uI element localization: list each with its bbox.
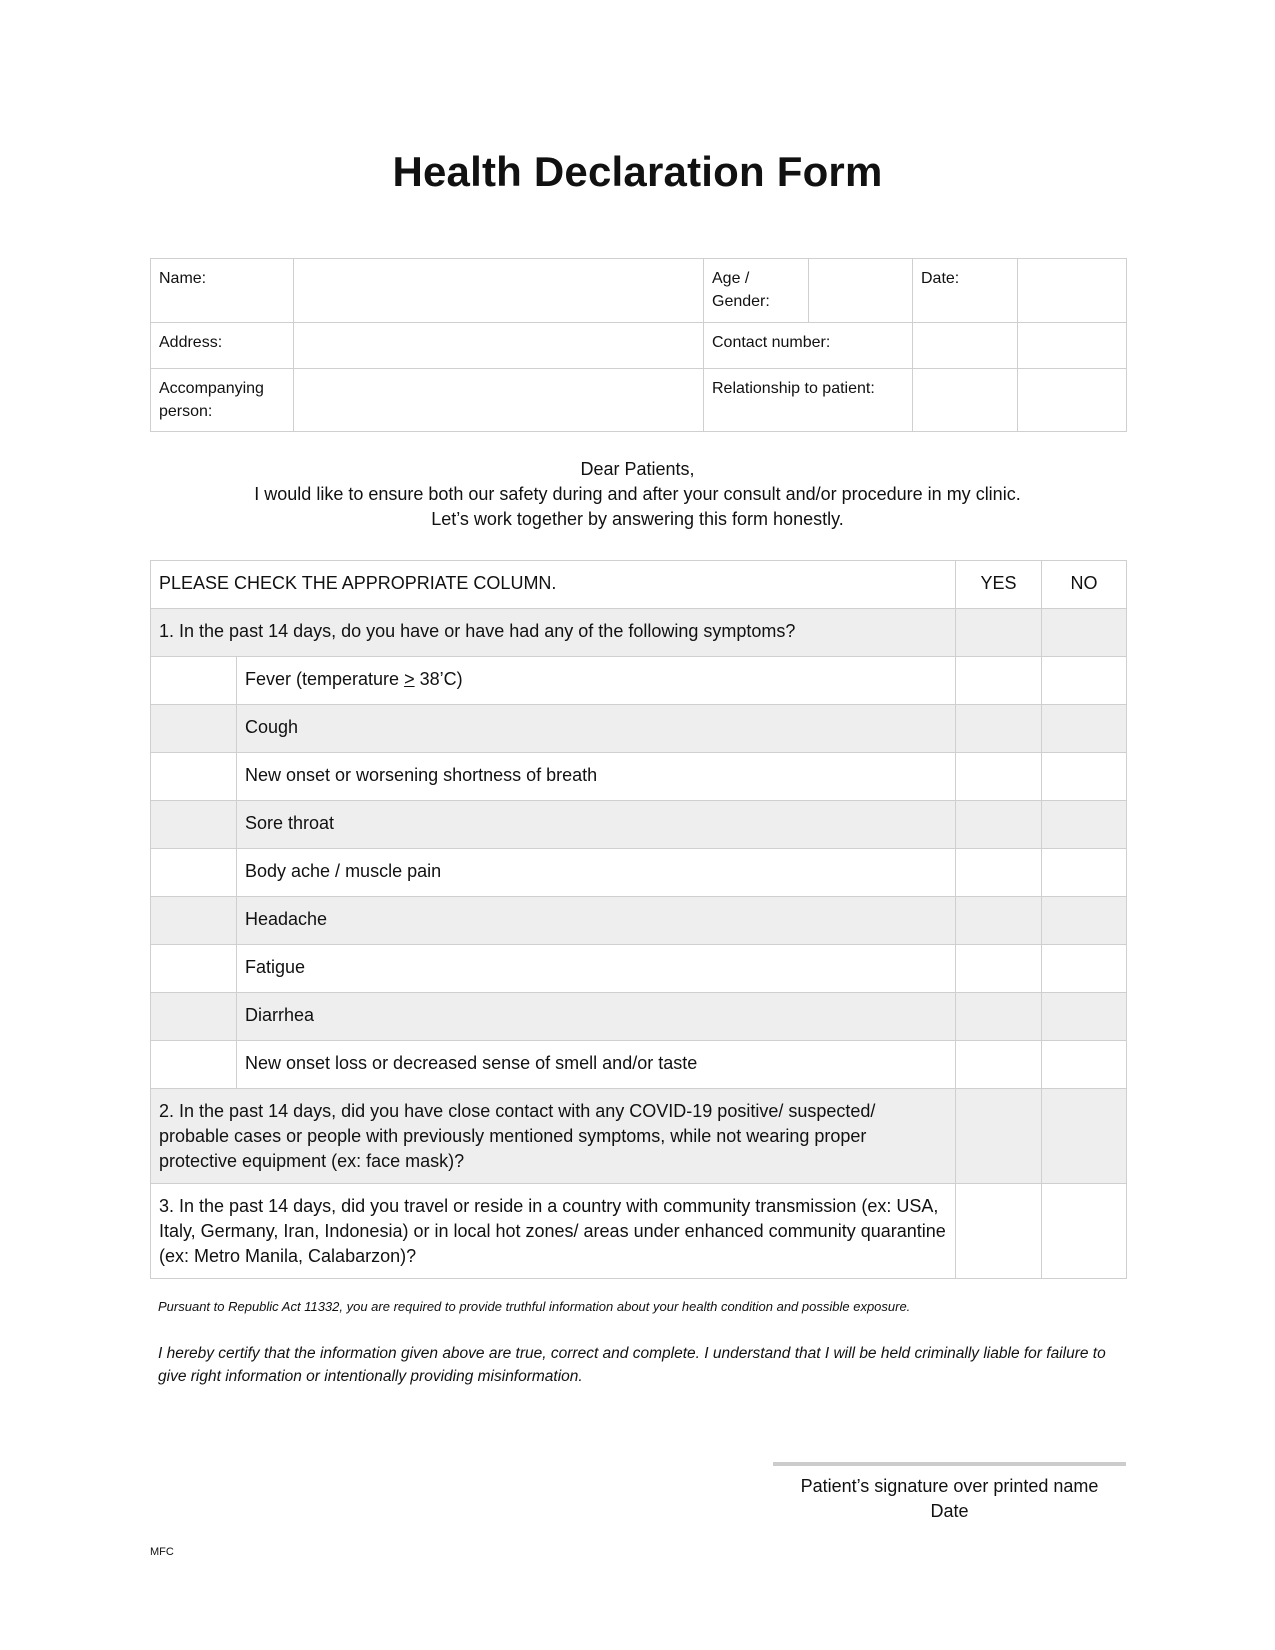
signature-line[interactable] (773, 1462, 1126, 1466)
symptom-indent (151, 657, 237, 705)
contact-number-label: Contact number: (704, 323, 913, 369)
signature-block (773, 1474, 1126, 1524)
relationship-label: Relationship to patient: (704, 369, 913, 432)
symptom-label: Headache (237, 897, 956, 945)
symptom-indent (151, 801, 237, 849)
accompanying-label-line2: person: (159, 403, 213, 420)
symptom-label: Body ache / muscle pain (237, 849, 956, 897)
symptom-no-cell[interactable] (1042, 801, 1127, 849)
symptom-indent (151, 897, 237, 945)
question-3-no-cell[interactable] (1042, 1184, 1127, 1279)
contact-number-field[interactable] (913, 323, 1018, 369)
symptom-no-cell[interactable] (1042, 1041, 1127, 1089)
intro-line-3: Let’s work together by answering this form honestly. (431, 509, 844, 529)
symptom-row-fever (151, 657, 1127, 705)
questionnaire-header: PLEASE CHECK THE APPROPRIATE COLUMN. (151, 561, 956, 609)
greater-equal-symbol: > (404, 669, 415, 689)
no-column-header: NO (1042, 561, 1127, 609)
symptom-no-cell-fever[interactable] (1042, 657, 1127, 705)
date-label: Date: (913, 259, 1018, 323)
symptom-yes-cell[interactable] (956, 1041, 1042, 1089)
symptom-yes-cell[interactable] (956, 945, 1042, 993)
symptom-no-cell[interactable] (1042, 705, 1127, 753)
question-1-row (151, 609, 1127, 657)
symptom-yes-cell[interactable] (956, 801, 1042, 849)
gender-label: Gender: (712, 293, 770, 310)
symptom-yes-cell[interactable] (956, 753, 1042, 801)
symptom-row-diarrhea (151, 993, 1127, 1041)
signature-label: Patient’s signature over printed name (800, 1476, 1099, 1496)
symptom-indent (151, 1041, 237, 1089)
question-2-no-cell[interactable] (1042, 1089, 1127, 1184)
symptom-indent (151, 945, 237, 993)
intro-greeting: Dear Patients, (580, 459, 695, 479)
symptom-yes-cell[interactable] (956, 993, 1042, 1041)
fever-text-prefix: Fever (temperature (245, 669, 405, 689)
symptom-no-cell[interactable] (1042, 945, 1127, 993)
yes-column-header: YES (956, 561, 1042, 609)
contact-number-field-extra[interactable] (1018, 323, 1127, 369)
symptom-label: New onset or worsening shortness of breath (237, 753, 956, 801)
date-field[interactable] (1018, 259, 1127, 323)
symptom-yes-cell-fever[interactable] (956, 657, 1042, 705)
symptom-yes-cell[interactable] (956, 897, 1042, 945)
name-label: Name: (151, 259, 294, 323)
symptom-row-body-ache (151, 849, 1127, 897)
symptom-row-loss-of-smell-taste (151, 1041, 1127, 1089)
symptom-no-cell[interactable] (1042, 849, 1127, 897)
footer-initials: MFC (150, 1546, 174, 1558)
accompanying-person-field[interactable] (294, 369, 704, 432)
fever-text-suffix: 38’C) (414, 669, 463, 689)
symptom-indent (151, 849, 237, 897)
symptom-row-shortness-of-breath (151, 753, 1127, 801)
question-1-yes-cell[interactable] (956, 609, 1042, 657)
accompanying-person-label (151, 369, 294, 432)
symptom-no-cell[interactable] (1042, 993, 1127, 1041)
address-label: Address: (151, 323, 294, 369)
age-label: Age / (712, 270, 750, 287)
relationship-field[interactable] (913, 369, 1018, 432)
page-title: Health Declaration Form (392, 148, 883, 195)
question-1-no-cell[interactable] (1042, 609, 1127, 657)
address-field[interactable] (294, 323, 704, 369)
question-2-row (151, 1089, 1127, 1184)
question-3-yes-cell[interactable] (956, 1184, 1042, 1279)
certification-statement: I hereby certify that the information given above are true, correct and complete. I understand that I will be held criminally liable for failure to give right information or intentionally providing misinformation. (158, 1345, 1106, 1385)
intro-line-2: I would like to ensure both our safety during and after your consult and/or procedure in my clinic. (254, 484, 1021, 504)
symptom-label: Sore throat (237, 801, 956, 849)
question-3-row (151, 1184, 1127, 1279)
signature-date-label: Date (930, 1501, 969, 1521)
symptom-label: Diarrhea (237, 993, 956, 1041)
symptom-label-fever (237, 657, 956, 705)
question-3-text: 3. In the past 14 days, did you travel or reside in a country with community transmission (ex: USA, Italy, Germany, Iran, Indonesia) or in local hot zones/ areas under enhanced community quarantine (ex: Metro Manila, Calabarzon)? (151, 1184, 956, 1279)
symptom-row-fatigue (151, 945, 1127, 993)
intro-message (0, 457, 1275, 532)
question-2-yes-cell[interactable] (956, 1089, 1042, 1184)
relationship-field-extra[interactable] (1018, 369, 1127, 432)
symptom-yes-cell[interactable] (956, 705, 1042, 753)
symptom-label: New onset loss or decreased sense of smell and/or taste (237, 1041, 956, 1089)
accompanying-label-line1: Accompanying (159, 380, 264, 397)
symptom-label: Fatigue (237, 945, 956, 993)
patient-info-table (150, 258, 1127, 432)
question-1-text: 1. In the past 14 days, do you have or have had any of the following symptoms? (151, 609, 956, 657)
question-2-text: 2. In the past 14 days, did you have close contact with any COVID-19 positive/ suspected/ probable cases or people with previously mentioned symptoms, while not wearing proper protective equipment (ex: face mask)? (151, 1089, 956, 1184)
symptom-no-cell[interactable] (1042, 897, 1127, 945)
symptom-label: Cough (237, 705, 956, 753)
symptom-indent (151, 993, 237, 1041)
age-gender-label (704, 259, 809, 323)
age-gender-field[interactable] (809, 259, 913, 323)
name-field[interactable] (294, 259, 704, 323)
legal-notice: Pursuant to Republic Act 11332, you are required to provide truthful information about your health condition and possible exposure. (158, 1299, 911, 1314)
symptom-yes-cell[interactable] (956, 849, 1042, 897)
symptom-questionnaire-table (150, 560, 1127, 1279)
symptom-row-cough (151, 705, 1127, 753)
symptom-indent (151, 705, 237, 753)
symptom-no-cell[interactable] (1042, 753, 1127, 801)
symptom-row-sore-throat (151, 801, 1127, 849)
symptom-row-headache (151, 897, 1127, 945)
symptom-indent (151, 753, 237, 801)
